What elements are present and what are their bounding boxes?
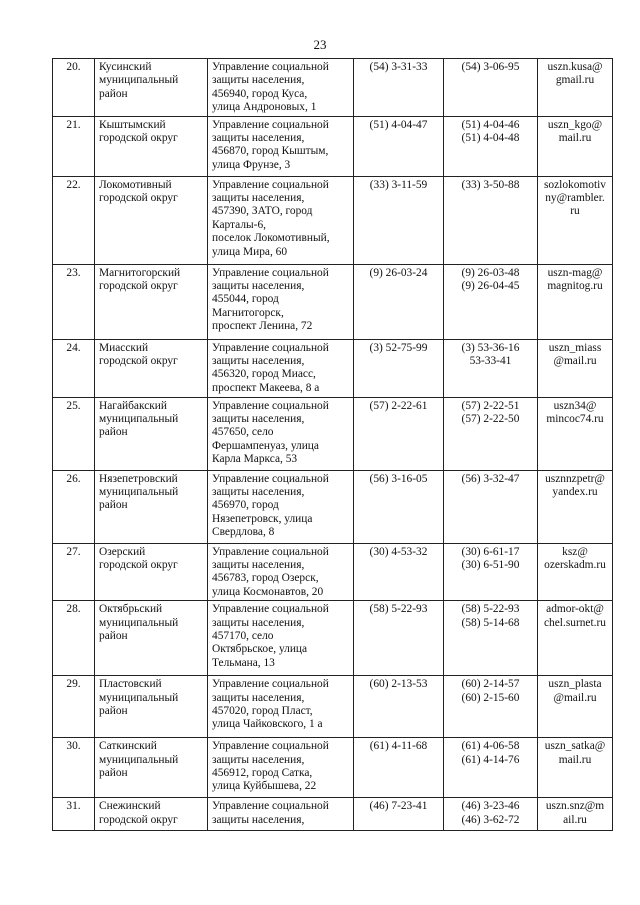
address-line: 457650, село: [212, 426, 274, 439]
address-line: защиты населения,: [212, 192, 305, 205]
row-number-cell: 27.: [53, 543, 95, 601]
address-cell: [208, 397, 354, 470]
fax-line: (56) 3-32-47: [461, 472, 520, 485]
address-line: 456940, город Куса,: [212, 87, 308, 100]
district-cell: [95, 798, 208, 831]
fax-line: (46) 3-62-72: [461, 813, 520, 826]
district-line: Озерский: [99, 545, 146, 558]
phone-line: (51) 4-04-47: [369, 118, 428, 131]
address-line: Управление социальной: [212, 603, 329, 616]
address-line: Карла Маркса, 53: [212, 453, 298, 466]
phone-line: (33) 3-11-59: [369, 178, 428, 191]
phone-cell: [354, 397, 444, 470]
address-line: Управление социальной: [212, 800, 329, 813]
address-line: улица Андроновых, 1: [212, 101, 317, 114]
address-line: улица Фрунзе, 3: [212, 158, 291, 171]
address-cell: [208, 470, 354, 543]
address-cell: [208, 264, 354, 339]
fax-line: 53-33-41: [469, 355, 512, 368]
district-line: городской округ: [99, 132, 178, 145]
email-line: usznnzpetr@: [545, 472, 605, 485]
email-line: uszn_satka@: [544, 740, 606, 753]
email-cell: [538, 397, 613, 470]
district-line: муниципальный: [99, 74, 179, 87]
fax-line: (9) 26-04-45: [461, 280, 520, 293]
phone-line: (61) 4-11-68: [369, 740, 428, 753]
address-line: Октябрьское, улица: [212, 643, 308, 656]
email-cell: [538, 116, 613, 176]
phone-line: (58) 5-22-93: [369, 603, 428, 616]
fax-line: (9) 26-03-48: [461, 266, 520, 279]
email-line: gmail.ru: [555, 74, 595, 87]
district-cell: [95, 676, 208, 738]
address-line: Управление социальной: [212, 740, 329, 753]
table-body: [53, 59, 613, 831]
phone-line: (56) 3-16-05: [369, 472, 428, 485]
email-line: ozerskadm.ru: [544, 559, 606, 572]
district-cell: [95, 470, 208, 543]
table-row: [53, 470, 613, 543]
address-cell: [208, 601, 354, 676]
table-row: [53, 339, 613, 397]
email-line: @mail.ru: [553, 691, 597, 704]
email-line: mail.ru: [558, 132, 592, 145]
district-line: городской округ: [99, 355, 178, 368]
phone-line: (54) 3-31-33: [369, 61, 428, 73]
phone-cell: [354, 59, 444, 117]
fax-cell: [444, 543, 538, 601]
phone-cell: [354, 676, 444, 738]
district-line: район: [99, 426, 128, 439]
page-number: 23: [313, 37, 327, 52]
row-number-cell: 22.: [53, 176, 95, 264]
district-cell: [95, 59, 208, 117]
address-cell: [208, 676, 354, 738]
phone-line: (30) 4-53-32: [369, 545, 428, 558]
fax-line: (58) 5-22-93: [461, 603, 520, 616]
district-line: городской округ: [99, 559, 178, 572]
phone-cell: [354, 601, 444, 676]
email-line: mail.ru: [558, 753, 592, 766]
address-line: 456320, город Миасс,: [212, 368, 316, 381]
fax-line: (57) 2-22-50: [461, 413, 520, 426]
phone-line: (3) 52-75-99: [369, 341, 428, 354]
fax-cell: [444, 601, 538, 676]
fax-cell: [444, 339, 538, 397]
email-line: uszn.kusa@: [547, 61, 603, 73]
email-line: ru: [570, 205, 580, 218]
fax-line: (51) 4-04-46: [461, 118, 520, 131]
address-line: проспект Ленина, 72: [212, 320, 313, 333]
address-line: Магнитогорск,: [212, 306, 284, 319]
fax-cell: [444, 470, 538, 543]
district-cell: [95, 176, 208, 264]
address-line: защиты населения,: [212, 355, 305, 368]
email-line: magnitog.ru: [547, 280, 603, 293]
district-line: Саткинский: [99, 740, 157, 753]
phone-cell: [354, 116, 444, 176]
district-line: Локомотивный: [99, 178, 172, 191]
address-cell: [208, 738, 354, 798]
address-line: Управление социальной: [212, 678, 329, 691]
district-cell: [95, 738, 208, 798]
address-line: улица Мира, 60: [212, 245, 288, 258]
social-protection-directory-table: [52, 58, 613, 831]
address-cell: [208, 59, 354, 117]
address-line: защиты населения,: [212, 691, 305, 704]
phone-line: (57) 2-22-61: [369, 399, 428, 412]
district-line: Миасский: [99, 341, 149, 354]
address-line: Управление социальной: [212, 266, 329, 279]
district-line: муниципальный: [99, 753, 179, 766]
table-row: [53, 798, 613, 831]
address-line: Карталы-6,: [212, 218, 266, 231]
district-line: Кыштымский: [99, 118, 166, 131]
address-line: защиты населения,: [212, 132, 305, 145]
fax-cell: [444, 116, 538, 176]
email-line: ksz@: [562, 545, 588, 558]
address-line: 455044, город: [212, 293, 279, 306]
address-line: Управление социальной: [212, 341, 329, 354]
address-line: Нязепетровск, улица: [212, 512, 313, 525]
address-line: защиты населения,: [212, 616, 305, 629]
address-line: Управление социальной: [212, 118, 329, 131]
phone-cell: [354, 176, 444, 264]
fax-cell: [444, 798, 538, 831]
district-cell: [95, 116, 208, 176]
email-line: sozlokomotiv: [543, 178, 606, 191]
address-line: улица Чайковского, 1 а: [212, 718, 323, 731]
address-line: защиты населения,: [212, 486, 305, 499]
district-line: Снежинский: [99, 800, 161, 813]
email-cell: [538, 676, 613, 738]
phone-cell: [354, 798, 444, 831]
address-line: поселок Локомотивный,: [212, 232, 330, 245]
address-line: 457020, город Пласт,: [212, 705, 313, 718]
table-row: [53, 676, 613, 738]
fax-line: (54) 3-06-95: [461, 61, 520, 73]
address-cell: [208, 339, 354, 397]
district-line: район: [99, 499, 128, 512]
district-line: Октябрьский: [99, 603, 163, 616]
phone-cell: [354, 339, 444, 397]
email-cell: [538, 176, 613, 264]
district-cell: [95, 543, 208, 601]
phone-line: (46) 7-23-41: [369, 800, 428, 813]
district-line: муниципальный: [99, 486, 179, 499]
phone-cell: [354, 470, 444, 543]
row-number-cell: 28.: [53, 601, 95, 676]
address-cell: [208, 176, 354, 264]
email-line: ny@rambler.: [545, 192, 605, 205]
district-line: район: [99, 87, 128, 100]
district-line: район: [99, 705, 128, 718]
district-line: муниципальный: [99, 691, 179, 704]
address-line: улица Космонавтов, 20: [212, 585, 324, 598]
table-row: [53, 397, 613, 470]
phone-cell: [354, 543, 444, 601]
fax-cell: [444, 264, 538, 339]
email-line: mincoc74.ru: [546, 413, 604, 426]
fax-line: (58) 5-14-68: [461, 616, 520, 629]
fax-line: (60) 2-14-57: [461, 678, 520, 691]
address-line: Управление социальной: [212, 399, 329, 412]
email-cell: [538, 470, 613, 543]
address-line: Управление социальной: [212, 178, 329, 191]
fax-cell: [444, 676, 538, 738]
row-number-cell: 24.: [53, 339, 95, 397]
address-cell: [208, 798, 354, 831]
address-line: защиты населения,: [212, 813, 305, 826]
email-line: chel.surnet.ru: [544, 616, 606, 629]
fax-cell: [444, 176, 538, 264]
district-line: район: [99, 630, 128, 643]
address-line: Фершампенуаз, улица: [212, 439, 319, 452]
district-line: Магнитогорский: [99, 266, 181, 279]
table-row: [53, 176, 613, 264]
table-row: [53, 738, 613, 798]
address-line: Управление социальной: [212, 472, 329, 485]
row-number-cell: 29.: [53, 676, 95, 738]
address-line: Тельмана, 13: [212, 656, 275, 669]
email-cell: [538, 264, 613, 339]
email-line: uszn.snz@m: [545, 800, 605, 813]
fax-line: (57) 2-22-51: [461, 399, 520, 412]
row-number-cell: 23.: [53, 264, 95, 339]
district-line: Кусинский: [99, 61, 152, 73]
address-line: 457170, село: [212, 630, 274, 643]
email-line: uszn34@: [553, 399, 597, 412]
row-number-cell: 26.: [53, 470, 95, 543]
fax-line: (30) 6-51-90: [461, 559, 520, 572]
table-row: [53, 264, 613, 339]
row-number-cell: 21.: [53, 116, 95, 176]
row-number-cell: 20.: [53, 59, 95, 117]
address-line: 456912, город Сатка,: [212, 767, 313, 780]
address-line: 456783, город Озерск,: [212, 572, 319, 585]
address-line: Свердлова, 8: [212, 526, 275, 539]
fax-line: (61) 4-06-58: [461, 740, 520, 753]
phone-line: (9) 26-03-24: [369, 266, 428, 279]
district-line: городской округ: [99, 813, 178, 826]
address-line: защиты населения,: [212, 280, 305, 293]
fax-cell: [444, 397, 538, 470]
fax-cell: [444, 59, 538, 117]
email-line: admor-okt@: [546, 603, 604, 616]
phone-line: (60) 2-13-53: [369, 678, 428, 691]
district-cell: [95, 264, 208, 339]
table-row: [53, 601, 613, 676]
phone-cell: [354, 264, 444, 339]
email-cell: [538, 339, 613, 397]
email-line: ail.ru: [563, 813, 587, 826]
district-line: Нагайбакский: [99, 399, 167, 412]
fax-line: (46) 3-23-46: [461, 800, 520, 813]
address-line: защиты населения,: [212, 413, 305, 426]
address-line: защиты населения,: [212, 753, 305, 766]
address-cell: [208, 116, 354, 176]
table-row: [53, 59, 613, 117]
table-row: [53, 543, 613, 601]
fax-line: (60) 2-15-60: [461, 691, 520, 704]
address-line: улица Куйбышева, 22: [212, 780, 317, 793]
address-cell: [208, 543, 354, 601]
address-line: Управление социальной: [212, 545, 329, 558]
district-line: муниципальный: [99, 413, 179, 426]
email-line: @mail.ru: [553, 355, 597, 368]
district-line: городской округ: [99, 280, 178, 293]
address-line: проспект Макеева, 8 а: [212, 381, 320, 394]
district-line: Пластовский: [99, 678, 162, 691]
email-line: uszn_kgo@: [547, 118, 603, 131]
email-line: yandex.ru: [552, 486, 598, 499]
district-line: городской округ: [99, 192, 178, 205]
email-line: uszn_miass: [548, 341, 602, 354]
email-cell: [538, 738, 613, 798]
district-cell: [95, 397, 208, 470]
fax-line: (33) 3-50-88: [461, 178, 520, 191]
district-line: муниципальный: [99, 616, 179, 629]
district-line: Нязепетровский: [99, 472, 178, 485]
email-cell: [538, 543, 613, 601]
address-line: защиты населения,: [212, 559, 305, 572]
district-line: район: [99, 767, 128, 780]
fax-line: (51) 4-04-48: [461, 132, 520, 145]
email-cell: [538, 59, 613, 117]
address-line: защиты населения,: [212, 74, 305, 87]
address-line: 456970, город: [212, 499, 279, 512]
fax-line: (61) 4-14-76: [461, 753, 520, 766]
fax-line: (30) 6-61-17: [461, 545, 520, 558]
district-cell: [95, 601, 208, 676]
address-line: Управление социальной: [212, 61, 329, 73]
fax-cell: [444, 738, 538, 798]
phone-cell: [354, 738, 444, 798]
row-number-cell: 30.: [53, 738, 95, 798]
district-cell: [95, 339, 208, 397]
email-line: uszn-mag@: [547, 266, 603, 279]
row-number-cell: 31.: [53, 798, 95, 831]
email-cell: [538, 601, 613, 676]
fax-line: (3) 53-36-16: [461, 341, 520, 354]
email-line: uszn_plasta: [548, 678, 602, 691]
email-cell: [538, 798, 613, 831]
address-line: 456870, город Кыштым,: [212, 145, 329, 158]
address-line: 457390, ЗАТО, город: [212, 205, 313, 218]
row-number-cell: 25.: [53, 397, 95, 470]
table-row: [53, 116, 613, 176]
